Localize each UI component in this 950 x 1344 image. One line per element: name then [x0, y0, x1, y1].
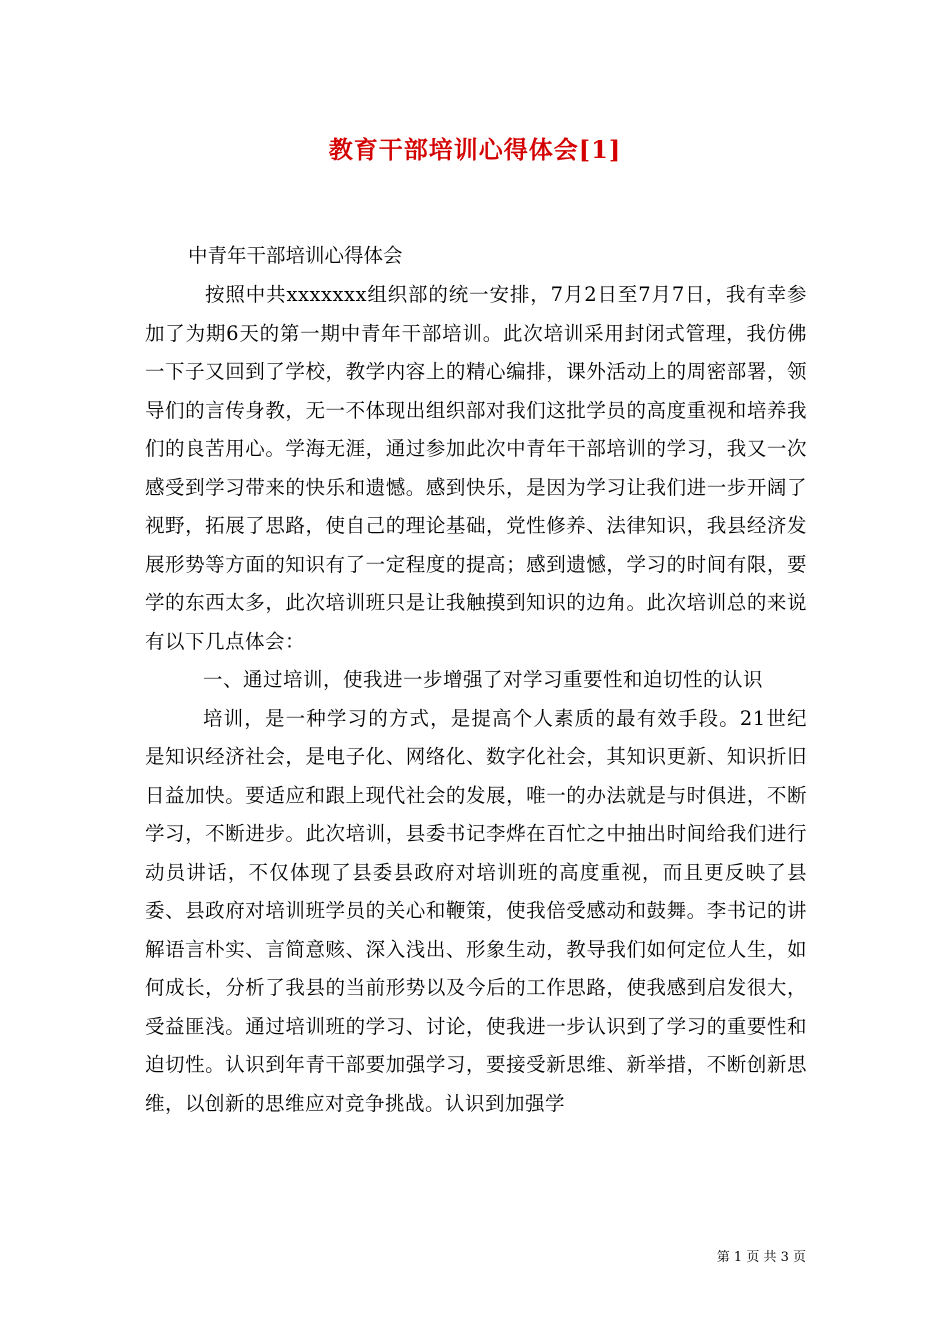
document-subtitle: 中青年干部培训心得体会: [188, 244, 403, 267]
page-number-footer: 第 1 页 共 3 页: [716, 1250, 806, 1265]
paragraph-intro: 按照中共xxxxxxx组织部的统一安排，7月2日至7月7日，我有幸参加了为期6天的第一期中青年干部培训。此次培训采用封闭式管理，我仿佛一下子又回到了学校，教学内容上的精心编排，课外活动上的周密部署，领导们的言传身教，无一不体现出组织部对我们这批学员的高度重视和培养我们的良苦用心。学海无涯，通过参加此次中青年干部培训的学习，我又一次感受到学习带来的快乐和遗憾。感到快乐，是因为学习让我们进一步开阔了视野，拓展了思路，使自己的理论基础，党性修养、法律知识，我县经济发展形势等方面的知识有了一定程度的提高；感到遗憾，学习的时间有限，要学的东西太多，此次培训班只是让我触摸到知识的边角。此次培训总的来说有以下几点体会：: [145, 283, 807, 653]
page-title: 教育干部培训心得体会[1]: [328, 135, 622, 164]
paragraph-training: 培训，是一种学习的方式，是提高个人素质的最有效手段。21世纪是知识经济社会，是电子化、网络化、数字化社会，其知识更新、知识折旧日益加快。要适应和跟上现代社会的发展，唯一的办法就是与时俱进，不断学习，不断进步。此次培训，县委书记李烨在百忙之中抽出时间给我们进行动员讲话，不仅体现了县委县政府对培训班的高度重视，而且更反映了县委、县政府对培训班学员的关心和鞭策，使我倍受感动和鼓舞。李书记的讲解语言朴实、言简意赅、深入浅出、形象生动，教导我们如何定位人生，如何成长，分析了我县的当前形势以及今后的工作思路，使我感到启发很大，受益匪浅。通过培训班的学习、讨论，使我进一步认识到了学习的重要性和迫切性。认识到年青干部要加强学习，要接受新思维、新举措，不断创新思维，以创新的思维应对竞争挑战。认识到加强学: [145, 706, 807, 1115]
paragraph-section-heading: 一、通过培训，使我进一步增强了对学习重要性和迫切性的认识: [203, 668, 764, 691]
document-body: [145, 276, 807, 1123]
